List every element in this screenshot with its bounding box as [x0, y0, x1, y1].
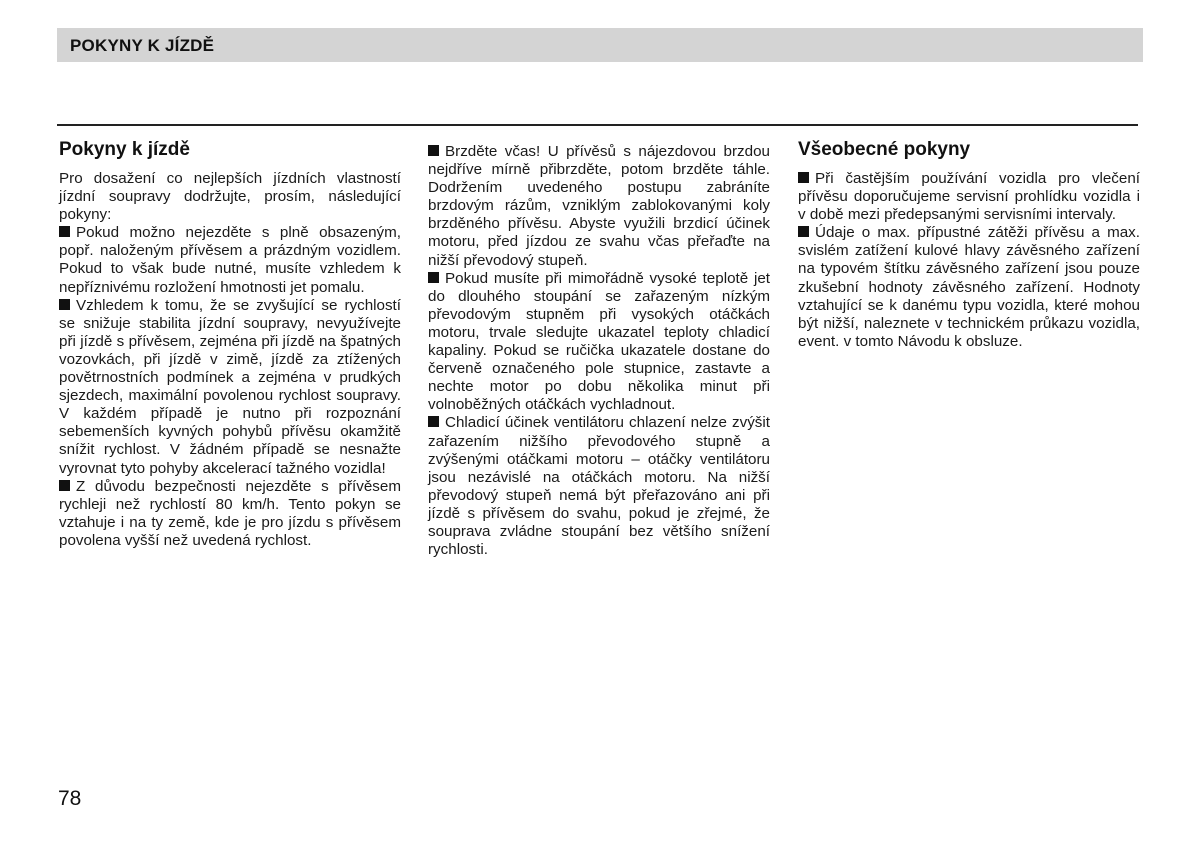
bullet-paragraph [59, 478, 401, 550]
bullet-text: Vzhledem k tomu, že se zvyšující se rychlostí se snižuje stabilita jízdní soupravy, nevyužívejte při jízdě s přívěsem, zejména při jízdě na špatných vozovkách, při jízdě v zimě, jízdě za ztížených povětrnostních podmínek a zejména v prudkých sjezdech, maximální povolenou rychlost soupravy. V každém případě je nutno při rozpoznání sebemenších kyvných pohybů přívěsu okamžitě snížit rychlost. V žádném případě se nesnažte vyrovnat tyto pohyby akcelerací tažného vozidla! [59, 296, 401, 477]
column-left [59, 138, 401, 550]
bullet-paragraph [59, 297, 401, 478]
bullet-text: Brzděte včas! U přívěsů s nájezdovou brzdou nejdříve mírně přibrzděte, potom brzděte táhle. Dodržením uvedeného postupu zabráníte brzdovým rázům, vzniklým zablokovanými koly brzděného přívěsu. Abyste využili brzdicí účinek motoru, před jízdou ze svahu včas přeřaďte na nižší převodový stupeň. [428, 143, 770, 269]
bullet-paragraph [59, 224, 401, 296]
section-title: POKYNY K JÍZDĚ [70, 36, 215, 55]
bullet-text: Pokud možno nejezděte s plně obsazeným, popř. naloženým přívěsem a prázdným vozidlem. Pokud to však bude nutné, musíte vzhledem k nepříznivému rozložení hmotnosti jet pomalu. [59, 224, 401, 296]
heading-general-instructions: Všeobecné pokyny [798, 139, 971, 160]
square-bullet-icon [428, 272, 439, 283]
square-bullet-icon [428, 416, 439, 427]
square-bullet-icon [59, 480, 70, 491]
section-header-bar [57, 28, 1143, 62]
square-bullet-icon [798, 226, 809, 237]
intro-paragraph: Pro dosažení co nejlepších jízdních vlastností jízdní soupravy dodržujte, prosím, následující pokyny: [59, 170, 401, 224]
square-bullet-icon [798, 172, 809, 183]
bullet-text: Pokud musíte při mimořádně vysoké teplotě jet do dlouhého stoupání se zařazeným nízkým převodovým stupněm při vysokých otáčkách motoru, trvale sledujte ukazatel teploty chladicí kapaliny. Pokud se ručička ukazatele dostane do červeně označeného pole stupnice, zastavte a nechte motor po dobu několika minut při volnoběžných otáčkách vychladnout. [428, 269, 770, 414]
bullet-paragraph [428, 414, 770, 559]
bullet-text: Z důvodu bezpečnosti nejezděte s přívěsem rychleji než rychlostí 80 km/h. Tento pokyn se vztahuje i na ty země, kde je pro jízdu s přívěsem povolena vyšší než uvedená rychlost. [59, 477, 401, 549]
page-number: 78 [58, 787, 82, 810]
bullet-paragraph [428, 270, 770, 415]
bullet-paragraph [428, 143, 770, 270]
bullet-text: Při častějším používání vozidla pro vlečení přívěsu doporučujeme servisní prohlídku vozidla i v době mezi předepsanými servisními intervaly. [798, 170, 1140, 224]
column-right [798, 138, 1140, 351]
column-middle [428, 143, 770, 559]
square-bullet-icon [59, 226, 70, 237]
section-divider [57, 124, 1138, 126]
bullet-paragraph [798, 224, 1140, 351]
square-bullet-icon [59, 299, 70, 310]
square-bullet-icon [428, 145, 439, 156]
bullet-text: Chladicí účinek ventilátoru chlazení nelze zvýšit zařazením nižšího převodového stupně a zvýšenými otáčkami motoru – otáčky ventilátoru jsou nezávislé na otáčkách motoru. Na nižší převodový stupeň nemá být přeřazováno ani při jízdě s přívěsem do svahu, pokud je zřejmé, že souprava zvládne stoupání bez většího snížení rychlosti. [428, 414, 770, 559]
bullet-text: Údaje o max. přípustné zátěži přívěsu a max. svislém zatížení kulové hlavy závěsného zařízení na typovém štítku závěsného zařízení jsou pouze zkušební hodnoty závěsného zařízení. Hodnoty vztahující se k danému typu vozidla, které mohou být nižší, naleznete v technickém průkazu vozidla, event. v tomto Návodu k obsluze. [798, 224, 1140, 350]
heading-driving-instructions: Pokyny k jízdě [59, 139, 190, 160]
bullet-paragraph [798, 170, 1140, 224]
